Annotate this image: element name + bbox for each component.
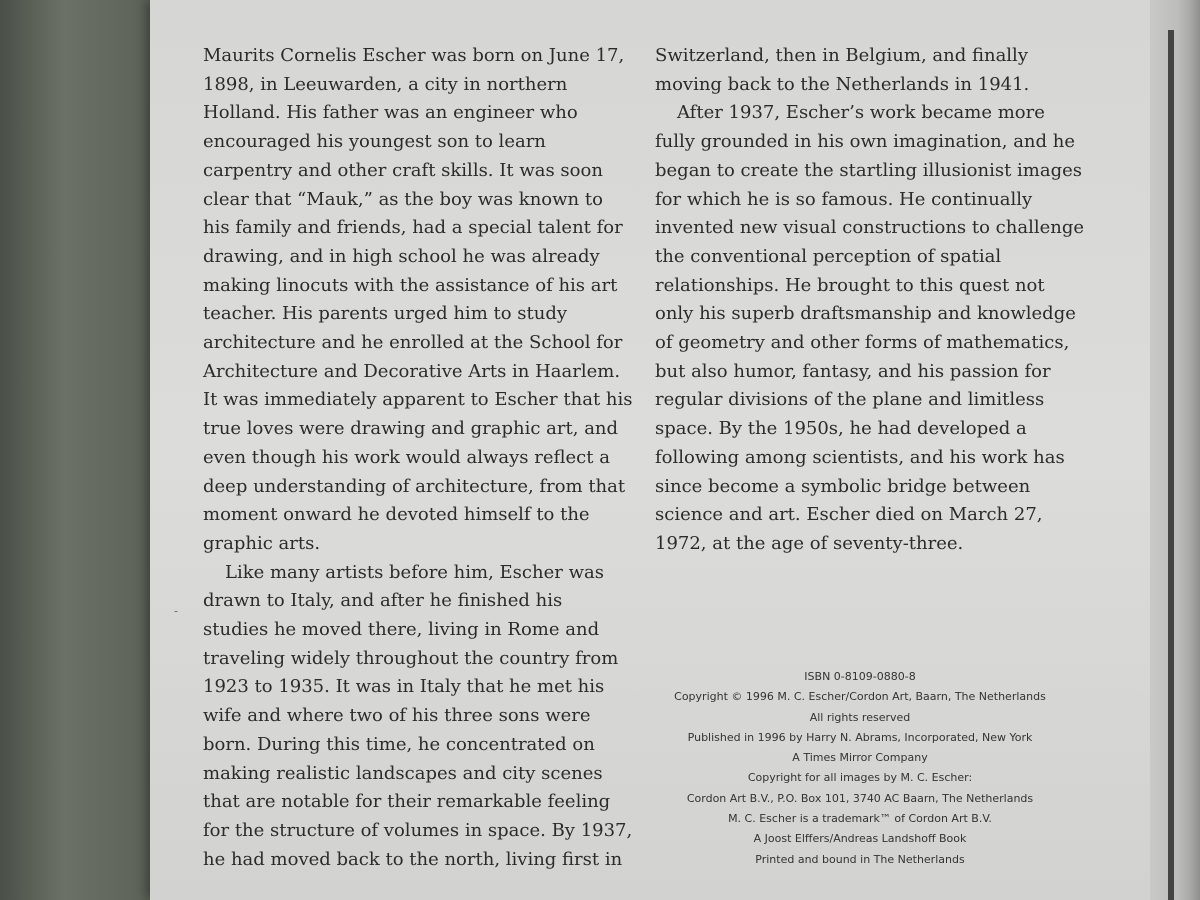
- right-column-text: [655, 42, 1085, 559]
- colophon-line: Copyright for all images by M. C. Escher:: [747, 771, 973, 785]
- colophon-line: All rights reserved: [809, 710, 911, 724]
- colophon-line: A Joost Elffers/Andreas Landshoff Book: [753, 832, 967, 846]
- colophon-line: A Times Mirror Company: [792, 751, 928, 765]
- colophon-line: M. C. Escher is a trademark™ of Cordon Art B.V.: [728, 812, 992, 826]
- text-line: encouraged his youngest son to learn: [203, 131, 546, 153]
- text-line: Architecture and Decorative Arts in Haarlem.: [203, 360, 621, 382]
- text-line: the conventional perception of spatial: [655, 245, 1002, 267]
- text-line: true loves were drawing and graphic art, and: [203, 418, 619, 440]
- text-line: drawn to Italy, and after he finished his: [203, 590, 563, 612]
- text-line: Switzerland, then in Belgium, and finally: [655, 45, 1028, 66]
- text-line: that are notable for their remarkable feeling: [203, 791, 611, 813]
- text-line: Maurits Cornelis Escher was born on June 17,: [203, 45, 625, 66]
- text-line: studies he moved there, living in Rome and: [203, 619, 600, 641]
- text-line: 1898, in Leeuwarden, a city in northern: [203, 73, 568, 95]
- text-line: since become a symbolic bridge between: [655, 475, 1031, 497]
- text-line: 1923 to 1935. It was in Italy that he met his: [203, 676, 605, 698]
- text-line: science and art. Escher died on March 27,: [655, 504, 1043, 526]
- text-line: clear that “Mauk,” as the boy was known to: [203, 188, 603, 210]
- text-line: After 1937, Escher’s work became more: [677, 102, 1045, 124]
- text-line: It was immediately apparent to Escher that his: [203, 389, 633, 411]
- colophon-line: Printed and bound in The Netherlands: [755, 852, 965, 866]
- text-line: moving back to the Netherlands in 1941.: [655, 73, 1030, 95]
- text-line: for which he is so famous. He continually: [655, 188, 1033, 210]
- isbn-line: ISBN 0-8109-0880-8: [804, 670, 916, 683]
- text-line: traveling widely throughout the country from: [203, 647, 619, 669]
- text-line: even though his work would always reflect a: [203, 446, 610, 468]
- text-line: his family and friends, had a special talent for: [203, 217, 623, 239]
- page-edge: [1150, 0, 1200, 900]
- colophon-line: Published in 1996 by Harry N. Abrams, Incorporated, New York: [687, 730, 1033, 744]
- colophon-line: Cordon Art B.V., P.O. Box 101, 3740 AC Baarn, The Netherlands: [686, 791, 1034, 805]
- text-line: invented new visual constructions to challenge: [655, 217, 1085, 239]
- text-line: wife and where two of his three sons were: [203, 705, 591, 727]
- text-line: drawing, and in high school he was already: [203, 245, 600, 267]
- text-line: making linocuts with the assistance of his art: [203, 274, 618, 296]
- text-line: for the structure of volumes in space. By 1937,: [203, 819, 633, 841]
- text-line: Holland. His father was an engineer who: [203, 102, 578, 124]
- text-line: fully grounded in his own imagination, and he: [655, 131, 1076, 153]
- colophon-line: Copyright © 1996 M. C. Escher/Cordon Art, Baarn, The Netherlands: [674, 690, 1046, 704]
- text-line: began to create the startling illusionist images: [655, 159, 1083, 181]
- text-line: carpentry and other craft skills. It was soon: [203, 159, 603, 181]
- left-column-text: [203, 42, 633, 874]
- text-line: following among scientists, and his work has: [655, 446, 1065, 468]
- text-line: born. During this time, he concentrated on: [203, 733, 595, 755]
- margin-mark: -: [174, 604, 179, 618]
- text-line: moment onward he devoted himself to the: [203, 504, 590, 526]
- text-line: space. By the 1950s, he had developed a: [655, 418, 1027, 440]
- text-line: regular divisions of the plane and limitless: [655, 389, 1045, 411]
- text-line: deep understanding of architecture, from that: [203, 475, 626, 497]
- text-line: making realistic landscapes and city scenes: [203, 762, 603, 784]
- text-line: 1972, at the age of seventy-three.: [655, 532, 964, 554]
- text-line: architecture and he enrolled at the School for: [203, 332, 623, 354]
- text-line: Like many artists before him, Escher was: [225, 561, 604, 583]
- text-line: relationships. He brought to this quest not: [655, 274, 1045, 296]
- text-line: of geometry and other forms of mathematics,: [655, 332, 1070, 354]
- text-line: graphic arts.: [203, 532, 321, 554]
- text-line: he had moved back to the north, living first in: [203, 848, 623, 870]
- copyright-colophon: [640, 667, 1080, 870]
- text-line: only his superb draftsmanship and knowledge: [655, 303, 1076, 325]
- text-line: but also humor, fantasy, and his passion for: [655, 360, 1051, 382]
- text-line: teacher. His parents urged him to study: [203, 303, 568, 325]
- table-background: [0, 0, 160, 900]
